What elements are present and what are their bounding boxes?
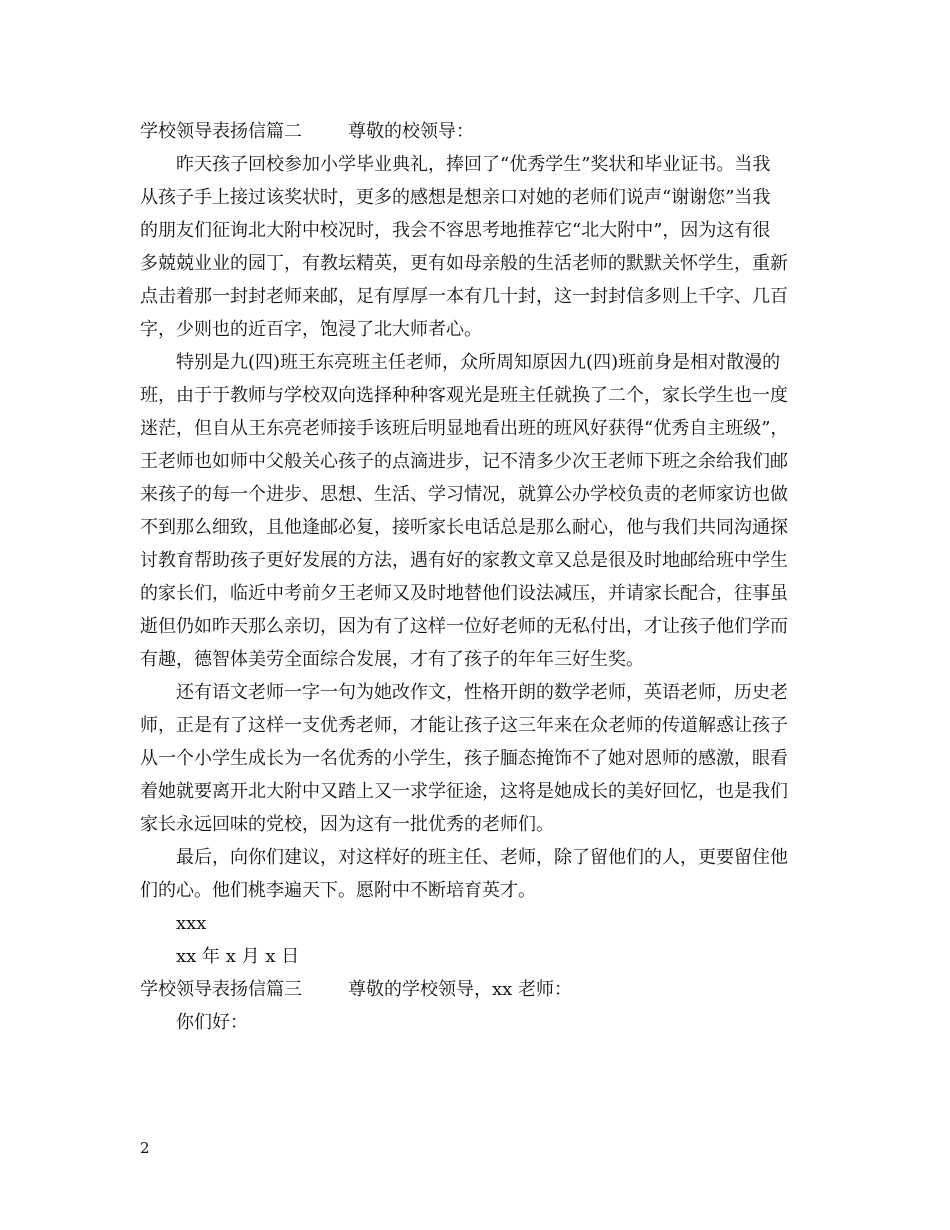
section-title: 学校领导表扬信篇二	[140, 121, 302, 142]
text-line: 特别是九(四)班王东亮班主任老师，众所周知原因九(四)班前身是相对散漫的	[176, 352, 781, 373]
text-line: 不到那么细致，且他逢邮必复，接听家长电话总是那么耐心，他与我们共同沟通探	[140, 517, 788, 538]
section-title: 学校领导表扬信篇三	[140, 979, 302, 1000]
text-line: 班，由于于教师与学校双向选择种种客观光是班主任就换了二个，家长学生也一度	[140, 385, 788, 406]
text-line: 来孩子的每一个进步、思想、生活、学习情况，就算公办学校负责的老师家访也做	[140, 484, 788, 505]
text-line: 的朋友们征询北大附中校况时，我会不容思考地推荐它“北大附中”，因为这有很	[140, 220, 771, 241]
section-heading-2	[140, 115, 820, 148]
paragraph-1	[140, 148, 820, 346]
paragraph-3	[140, 676, 820, 841]
signature: xxx	[176, 913, 207, 934]
text-line: 字，少则也的近百字，饱浸了北大师者心。	[140, 319, 482, 340]
text-line: 着她就要离开北大附中又踏上又一求学征途，这将是她成长的美好回忆，也是我们	[140, 781, 788, 802]
salutation: 尊敬的校领导：	[348, 121, 474, 142]
text-line: 昨天孩子回校参加小学毕业典礼，捧回了“优秀学生”奖状和毕业证书。当我	[176, 154, 771, 175]
date-line: xx 年 x 月 x 日	[176, 946, 300, 967]
text-line: 家长永远回味的党校，因为这有一批优秀的老师们。	[140, 814, 554, 835]
page-number: 2	[140, 1139, 150, 1157]
text-line: 们的心。他们桃李遍天下。愿附中不断培育英才。	[140, 880, 536, 901]
text-line: 师，正是有了这样一支优秀老师，才能让孩子这三年来在众老师的传道解惑让孩子	[140, 715, 788, 736]
text-line: 从一个小学生成长为一名优秀的小学生，孩子腼态掩饰不了她对恩师的感激，眼看	[140, 748, 788, 769]
document-page	[140, 115, 820, 1039]
text-line: 还有语文老师一字一句为她改作文，性格开朗的数学老师，英语老师，历史老	[176, 682, 788, 703]
text-line: 的家长们，临近中考前夕王老师又及时地替他们设法减压，并请家长配合，往事虽	[140, 583, 788, 604]
text-line: 王老师也如师中父般关心孩子的点滴进步，记不清多少次王老师下班之余给我们邮	[140, 451, 788, 472]
salutation: 尊敬的学校领导，xx 老师：	[348, 979, 573, 1000]
text-line: 最后，向你们建议，对这样好的班主任、老师，除了留他们的人，更要留住他	[176, 847, 788, 868]
text-line: 多兢兢业业的园丁，有教坛精英，更有如母亲般的生活老师的默默关怀学生，重新	[140, 253, 788, 274]
paragraph-2	[140, 346, 820, 676]
text-line: 有趣，德智体美劳全面综合发展，才有了孩子的年年三好生奖。	[140, 649, 644, 670]
text-line: 逝但仍如昨天那么亲切，因为有了这样一位好老师的无私付出，才让孩子他们学而	[140, 616, 788, 637]
greeting: 你们好：	[176, 1012, 248, 1033]
text-line: 点击着那一封封老师来邮，足有厚厚一本有几十封，这一封封信多则上千字、几百	[140, 286, 788, 307]
section-heading-3	[140, 973, 820, 1006]
text-line: 迷茫，但自从王东亮老师接手该班后明显地看出班的班风好获得“优秀自主班级”，	[140, 418, 789, 439]
text-line: 讨教育帮助孩子更好发展的方法，遇有好的家教文章又总是很及时地邮给班中学生	[140, 550, 788, 571]
paragraph-4	[140, 841, 820, 907]
text-line: 从孩子手上接过该奖状时，更多的感想是想亲口对她的老师们说声“谢谢您”当我	[140, 187, 771, 208]
